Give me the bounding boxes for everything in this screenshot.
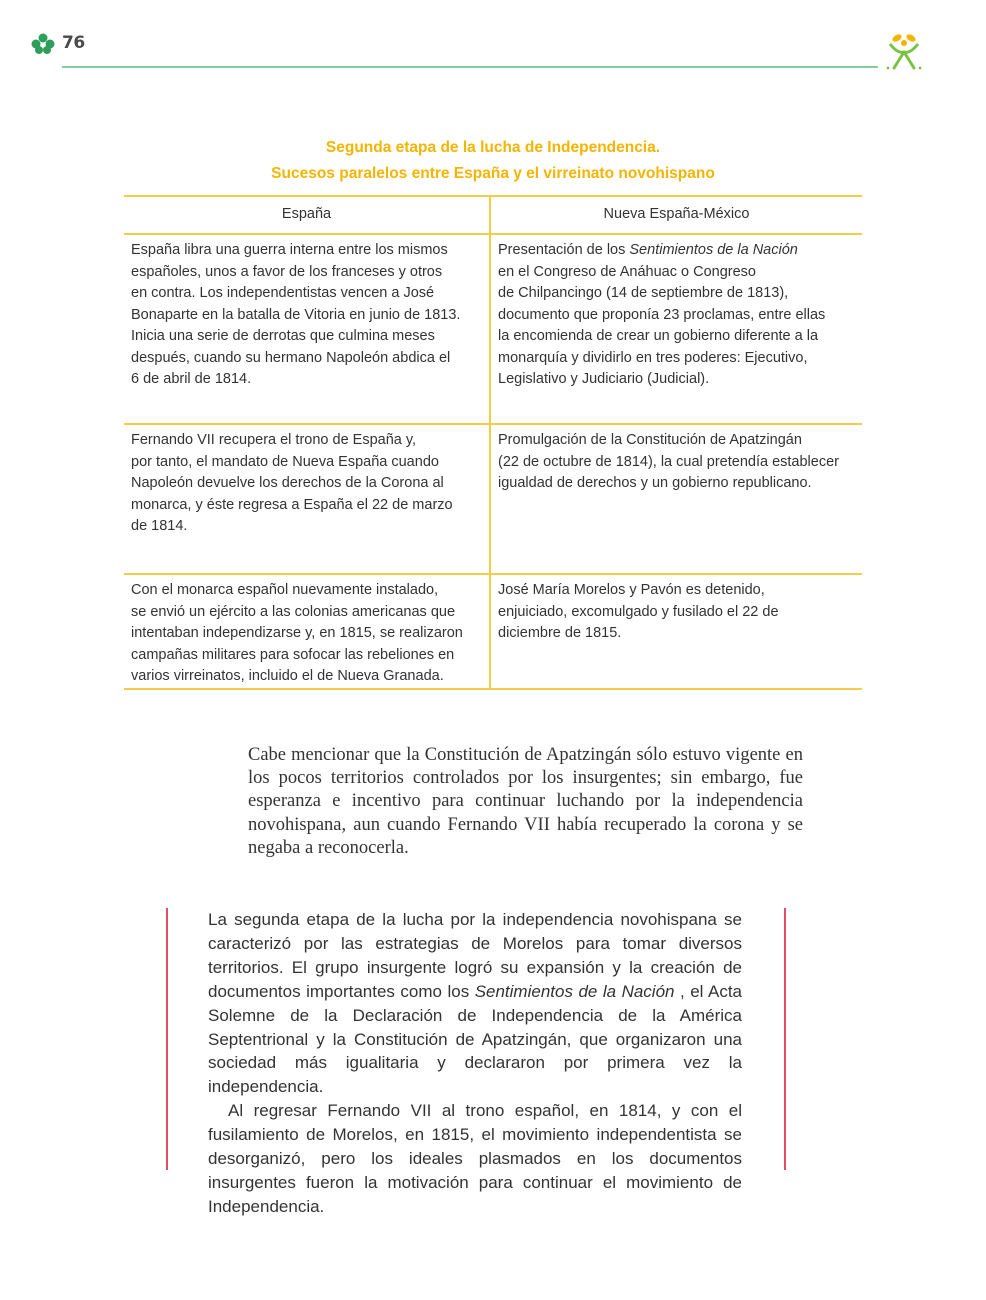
cell-text: Fernando VII recupera el trono de España y, por tanto, el mandato de Nueva España cuando Napoleón devuelve los derechos de la Corona al monarca, y éste regresa a España el 22 de marzo de 1814.: [131, 432, 453, 534]
table-cell-mexico: [490, 574, 862, 689]
table-header-row: [124, 196, 862, 234]
parallel-events-table: [124, 195, 862, 690]
summary-paragraph-2: Al regresar Fernando VII al trono español, en 1814, y con el fusilamiento de Morelos, en 1815, el movimiento independentista se desorganizó, pero los ideales plasmados en los documentos insurgentes fueron la motivación para continuar el movimiento de Independencia.: [208, 1101, 742, 1216]
table-cell-mexico: [490, 234, 862, 424]
table-cell-mexico: [490, 424, 862, 574]
cell-text: Promulgación de la Constitución de Apatzingán (22 de octubre de 1814), la cual pretendía establecer igualdad de derechos y un gobierno republicano.: [498, 432, 839, 491]
table-row: [124, 574, 862, 689]
summary-text-after: , el Acta Solemne de la Declaración de Independencia de la América Septentrional y la Constitución de Apatzingán, que organizaron una sociedad más igualitaria y declararon por primera vez la independencia.: [208, 981, 742, 1097]
cell-text: [498, 240, 854, 391]
cell-text-after: en el Congreso de Anáhuac o Congreso de Chilpancingo (14 de septiembre de 1813), documento que proponía 23 proclamas, entre ellas la encomienda de crear un gobierno diferente a la monarquía y dividirlo en tres poderes: Ejecutivo, Legislativo y Judiciario (Judicial).: [498, 263, 826, 387]
header-rule: [62, 66, 878, 68]
table-cell-spain: [124, 424, 490, 574]
cell-text: España libra una guerra interna entre los mismos españoles, unos a favor de los franceses y otros en contra. Los independentistas vencen a José Bonaparte en la batalla de Vitoria en junio de 1813. Inicia una serie de derrotas que culmina meses después, cuando su hermano Napoleón abdica el 6 de abril de 1814.: [131, 242, 461, 387]
table-title-line-2: Sucesos paralelos entre España y el virreinato novohispano: [271, 165, 715, 182]
table-row: [124, 424, 862, 574]
column-header-spain: España: [124, 196, 490, 234]
person-sprout-icon: [884, 30, 924, 72]
table-title-line-1: Segunda etapa de la lucha de Independencia.: [325, 139, 661, 156]
summary-paragraph-1: [208, 908, 742, 1099]
cell-text: Con el monarca español nuevamente instalado, se envió un ejército a las colonias americanas que intentaban independizarse y, en 1815, se realizaron campañas militares para sofocar las rebeliones en varios virreinatos, incluido el de Nueva Granada.: [131, 582, 463, 684]
summary-box: [166, 908, 786, 1216]
summary-text: [208, 908, 742, 1219]
column-header-new-spain-mexico: Nueva España-México: [490, 196, 862, 234]
green-flower-logo-icon: [30, 32, 56, 56]
sentimientos-title: Sentimientos de la Nación: [629, 242, 798, 258]
cell-text-before: Presentación de los: [498, 242, 630, 258]
table-cell-spain: [124, 574, 490, 689]
page-number: 76: [62, 33, 85, 53]
table-row: [124, 234, 862, 424]
summary-text-before: La segunda etapa de la lucha por la independencia novohispana se caracterizó por las estrategias de Morelos para tomar diversos territorios. El grupo insurgente logró su expansión y la creación de documentos importantes como los: [208, 910, 742, 1001]
table-title: [124, 135, 862, 187]
sentimientos-title: Sentimientos de la Nación: [474, 981, 675, 1001]
table-cell-spain: [124, 234, 490, 424]
cell-text: José María Morelos y Pavón es detenido, enjuiciado, excomulgado y fusilado el 22 de diciembre de 1815.: [498, 582, 779, 641]
constitution-note: Cabe mencionar que la Constitución de Apatzingán sólo estuvo vigente en los pocos territorios controlados por los insurgentes; sin embargo, fue esperanza e incentivo para continuar luchando por la independencia novohispana, aun cuando Fernando VII había recuperado la corona y se negaba a reconocerla.: [248, 745, 803, 858]
